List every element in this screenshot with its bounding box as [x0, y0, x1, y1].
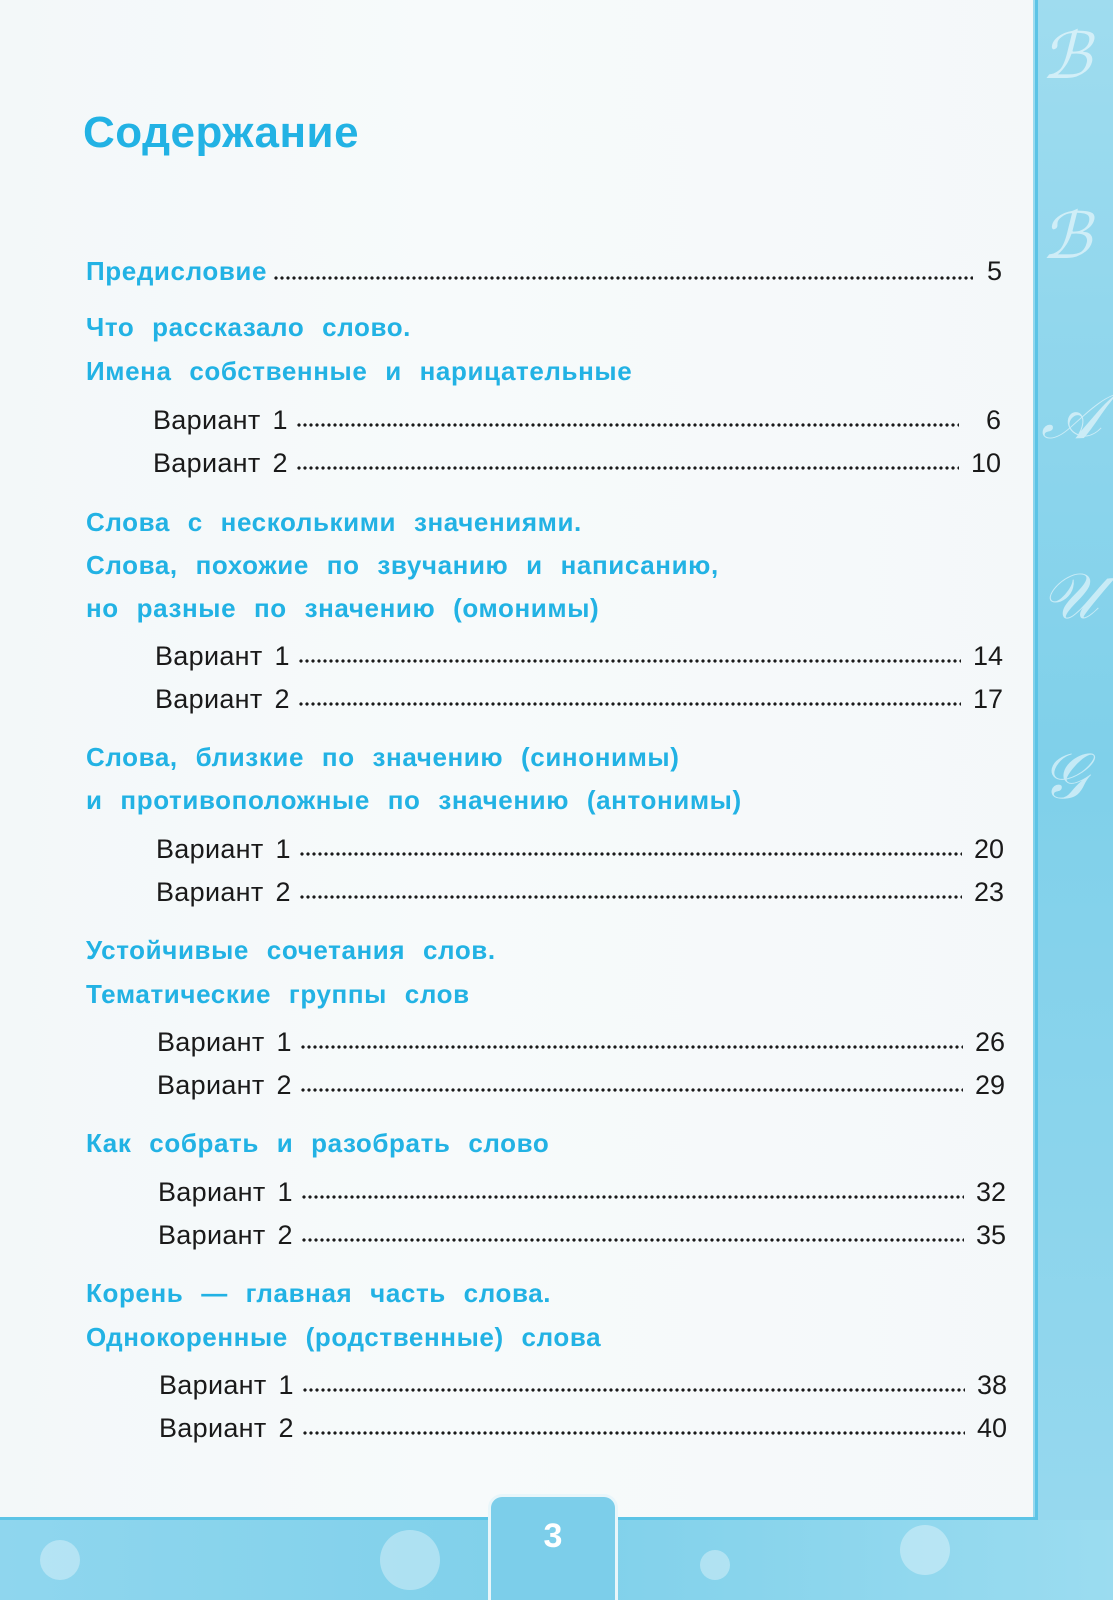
toc-page-number: 32	[975, 1177, 1006, 1207]
toc-page-number: 23	[973, 877, 1004, 907]
section-heading: Слова с несколькими значениями.	[86, 507, 582, 537]
section-heading: и противоположные по значению (антонимы)	[86, 785, 742, 815]
dot-leader	[298, 657, 961, 665]
toc-page-number: 38	[976, 1370, 1007, 1400]
section-heading: Как собрать и разобрать слово	[86, 1128, 550, 1158]
toc-entry-row[interactable]	[156, 834, 1004, 865]
toc-entry-label: Вариант 2	[155, 684, 290, 714]
toc-entry-label: Вариант 1	[156, 834, 291, 864]
dot-leader	[301, 1193, 964, 1201]
toc-entry-row[interactable]	[159, 1413, 1007, 1444]
toc-entry-row[interactable]	[158, 1220, 1006, 1251]
toc-page-number: 10	[970, 448, 1001, 478]
toc-entry-label: Вариант 2	[156, 877, 291, 907]
toc-entry-label: Вариант 2	[153, 448, 288, 478]
decorative-letter: 𝒰	[1041, 560, 1099, 634]
toc-entry-label: Вариант 2	[159, 1413, 294, 1443]
section-heading: Имена собственные и нарицательные	[86, 356, 633, 386]
toc-entry-row[interactable]	[153, 405, 1001, 436]
dot-leader	[296, 464, 959, 472]
section-heading: но разные по значению (омонимы)	[86, 593, 600, 623]
toc-entry-row[interactable]	[155, 641, 1003, 672]
dot-leader	[300, 1086, 963, 1094]
dot-leader	[298, 700, 961, 708]
toc-entry-row[interactable]	[159, 1370, 1007, 1401]
toc-page-number: 5	[986, 256, 1002, 286]
toc-page-number: 6	[985, 405, 1001, 435]
dot-leader	[296, 421, 959, 429]
toc-entry-label: Вариант 1	[157, 1027, 292, 1057]
toc-preface-label: Предисловие	[86, 256, 268, 286]
section-heading: Тематические группы слов	[86, 979, 470, 1009]
toc-page-number: 29	[974, 1070, 1005, 1100]
toc-entry-label: Вариант 2	[158, 1220, 293, 1250]
toc-entry-label: Вариант 1	[159, 1370, 294, 1400]
dot-leader	[299, 850, 962, 858]
dot-leader	[300, 1043, 963, 1051]
decorative-letter: ℬ	[1041, 20, 1092, 94]
toc-entry-row[interactable]	[156, 877, 1004, 908]
dot-leader	[302, 1429, 965, 1437]
toc-page-number: 20	[973, 834, 1004, 864]
decorative-side-band	[1033, 0, 1113, 1520]
toc-entry-row[interactable]	[157, 1070, 1005, 1101]
toc-entry-row[interactable]	[158, 1177, 1006, 1208]
section-heading: Что рассказало слово.	[86, 312, 411, 342]
toc-entry-label: Вариант 1	[158, 1177, 293, 1207]
section-heading: Устойчивые сочетания слов.	[86, 935, 496, 965]
section-heading: Слова, похожие по звучанию и написанию,	[86, 550, 719, 580]
page-title: Содержание	[83, 108, 360, 157]
page-number-tab	[488, 1494, 618, 1600]
toc-page-number: 14	[972, 641, 1003, 671]
section-heading: Однокоренные (родственные) слова	[86, 1322, 602, 1352]
toc-page-number: 26	[974, 1027, 1005, 1057]
toc-page-number: 40	[976, 1413, 1007, 1443]
toc-entry-row[interactable]	[157, 1027, 1005, 1058]
toc-entry-label: Вариант 1	[153, 405, 288, 435]
dot-leader	[302, 1386, 965, 1394]
toc-entry-label: Вариант 2	[157, 1070, 292, 1100]
toc-page-number: 35	[975, 1220, 1006, 1250]
toc-entry-label: Вариант 1	[155, 641, 290, 671]
decorative-letter: ℬ	[1041, 200, 1092, 274]
page-number: 3	[543, 1517, 563, 1555]
toc-preface-row[interactable]	[86, 256, 1002, 287]
toc-entry-row[interactable]	[155, 684, 1003, 715]
decorative-letter: 𝒜	[1041, 380, 1102, 454]
toc-entry-row[interactable]	[153, 448, 1001, 479]
dot-leader	[299, 893, 962, 901]
toc-page-number: 17	[972, 684, 1003, 714]
dot-leader	[301, 1236, 964, 1244]
decorative-letter: 𝒢	[1041, 740, 1087, 814]
section-heading: Слова, близкие по значению (синонимы)	[86, 742, 680, 772]
section-heading: Корень — главная часть слова.	[86, 1278, 552, 1308]
dot-leader	[273, 274, 973, 282]
